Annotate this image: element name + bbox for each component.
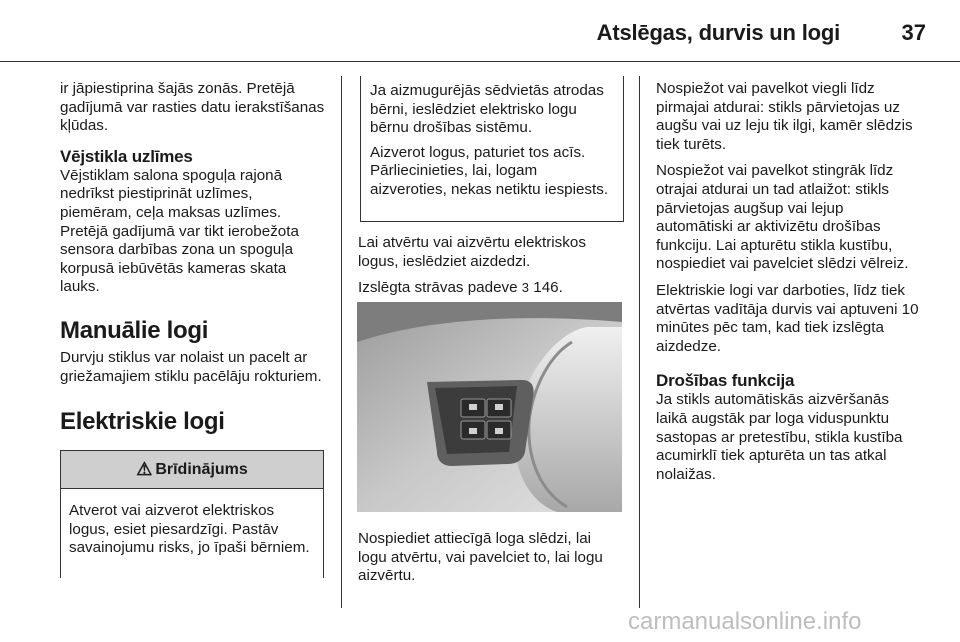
page-reference-arrow-icon: 3 bbox=[521, 280, 530, 296]
column-1 bbox=[60, 80, 328, 440]
electric-windows-heading: Elektriskie logi bbox=[60, 408, 225, 436]
page-reference[interactable]: 146. bbox=[533, 279, 563, 297]
page-number: 37 bbox=[901, 20, 926, 45]
warning-triangle-icon: ⚠ bbox=[136, 459, 153, 479]
column-2 bbox=[358, 234, 622, 306]
box-paragraph-2: Aizverot logus, paturiet tos acīs. Pārliecinieties, lai, logam aizveroties, nekas netiktu iespiests. bbox=[370, 143, 609, 198]
caption-text: Nospiediet attiecīgā loga slēdzi, lai logu atvērtu, vai pavelciet to, lai logu aizvērtu. bbox=[358, 530, 603, 585]
header-rule bbox=[0, 61, 960, 62]
watermark: carmanualsonline.info bbox=[628, 608, 862, 635]
page-header-title: Atslēgas, durvis un logi bbox=[596, 20, 840, 45]
manual-windows-paragraph: Durvju stiklus var nolaist un pacelt ar griežamajiem stiklu pacēlāju rokturiem. bbox=[60, 348, 322, 385]
warning-header bbox=[61, 450, 323, 489]
column-divider-2 bbox=[639, 76, 640, 608]
intro-paragraph: ir jāpiestiprina šajās zonās. Pretējā gadījumā var rasties datu ierakstīšanas kļūdas. bbox=[60, 80, 325, 135]
warning-box bbox=[60, 450, 324, 578]
column-divider-1 bbox=[341, 76, 342, 608]
safety-function-heading: Drošības funkcija bbox=[656, 371, 795, 391]
window-switch-photo bbox=[357, 302, 622, 512]
light-press-paragraph: Nospiežot vai pavelkot viegli līdz pirmajai atdurai: stikls pārvietojas uz augšu vai uz leju tik ilgi, kamēr slēdzis tiek turēts. bbox=[656, 80, 913, 153]
firm-press-paragraph: Nospiežot vai pavelkot stingrāk līdz otrajai atdurai un tad atlaižot: stikls pārvietojas augšup vai lejup automātiski ar aktivizētu drošības funkciju. Lai apturētu stikla kustību, nospiediet vai pavelciet slēdzi vēlreiz. bbox=[656, 162, 909, 273]
operation-duration-paragraph: Elektriskie logi var darboties, līdz tiek atvērtas vadītāja durvis vai aptuveni 10 minūtes pēc tam, kad tiek izslēgta aizdedze. bbox=[656, 281, 919, 355]
warning-title: Brīdinājums bbox=[155, 460, 248, 478]
column-3 bbox=[656, 80, 924, 492]
sticker-heading: Vējstikla uzlīmes bbox=[60, 146, 193, 166]
power-off-paragraph bbox=[358, 279, 622, 298]
manual-windows-heading: Manuālie logi bbox=[60, 316, 209, 344]
power-off-text: Izslēgta strāvas padeve bbox=[358, 279, 518, 297]
warning-text: Atverot vai aizverot elektriskos logus, esiet piesardzīgi. Pastāv savainojumu risks, jo īpaši bērniem. bbox=[69, 502, 310, 557]
ignition-paragraph: Lai atvērtu vai aizvērtu elektriskos logus, ieslēdziet aizdedzi. bbox=[358, 234, 586, 270]
photo-caption bbox=[358, 530, 622, 594]
box-paragraph-1: Ja aizmugurējās sēdvietās atrodas bērni, ieslēdziet elektrisko logu bērnu drošības sistēmu. bbox=[370, 82, 604, 137]
sticker-paragraph: Vējstiklam salona spoguļa rajonā nedrīkst piestiprināt uzlīmes, piemēram, ceļa maksas uzlīmes. Pretējā gadījumā var tikt ierobežota sensora darbības zona un spoguļa korpusā iebūvētās kameras skata lauks. bbox=[60, 166, 299, 296]
safety-function-paragraph: Ja stikls automātiskās aizvēršanās laikā augstāk par loga viduspunktu sastopas ar pretestību, stikla kustība acumirklī tiek apturēta un tas atkal nolaižas. bbox=[656, 391, 903, 483]
child-safety-box bbox=[360, 76, 624, 222]
